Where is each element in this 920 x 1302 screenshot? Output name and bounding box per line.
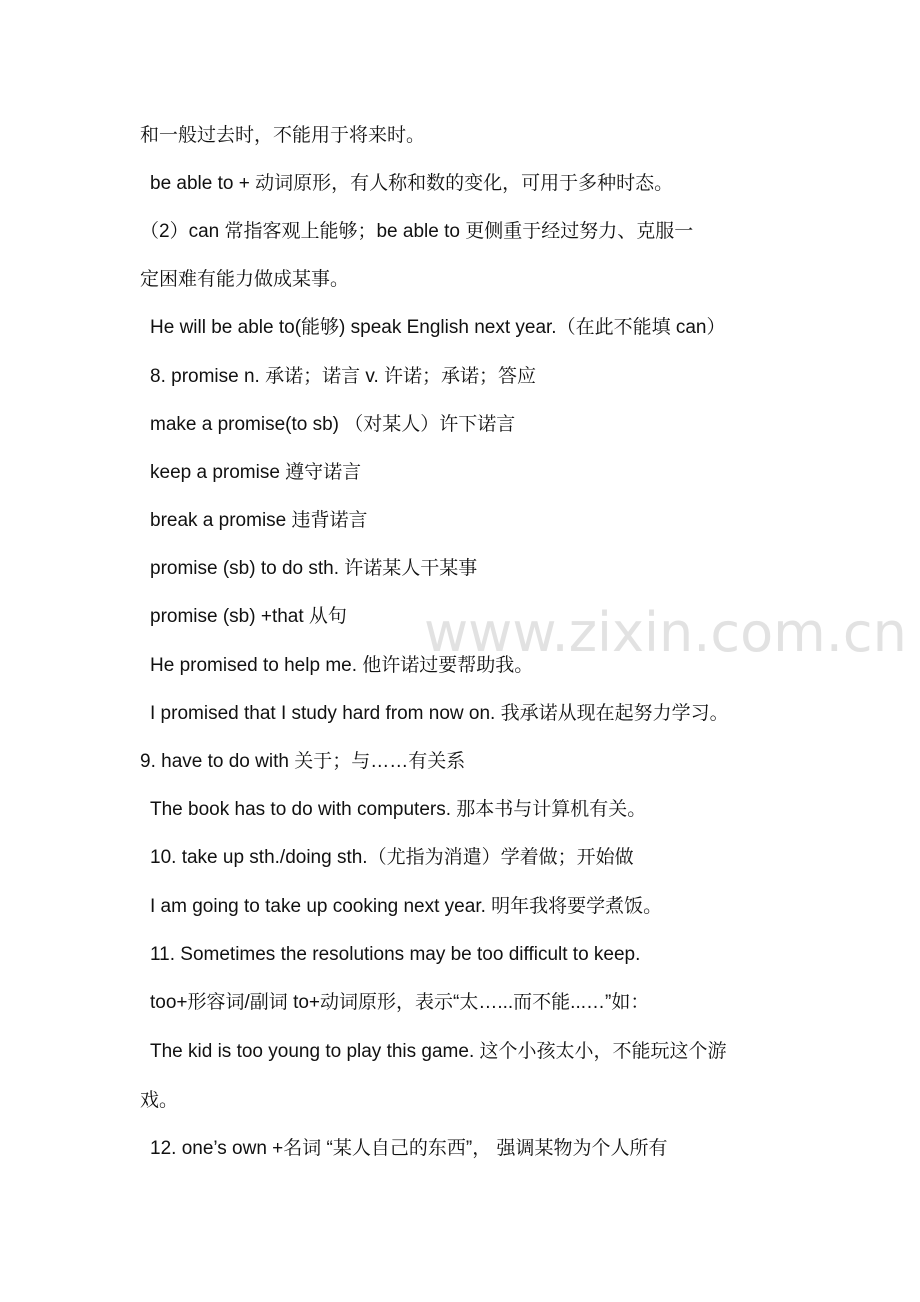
text-line: The book has to do with computers. 那本书与计算机有关。	[150, 799, 647, 820]
text-line: He promised to help me. 他许诺过要帮助我。	[150, 655, 534, 676]
text-line: （2）can 常指客观上能够；be able to 更侧重于经过努力、克服一	[140, 221, 694, 242]
text-line: promise (sb) to do sth. 许诺某人干某事	[150, 558, 478, 579]
text-line: 9. have to do with 关于；与……有关系	[140, 751, 466, 772]
text-line: too+形容词/副词 to+动词原形，表示“太…...而不能...…”如：	[150, 992, 650, 1013]
text-line: 戏。	[140, 1090, 179, 1111]
text-line: I promised that I study hard from now on. 我承诺从现在起努力学习。	[150, 703, 729, 724]
text-line: 10. take up sth./doing sth.（尤指为消遣）学着做；开始做	[150, 847, 634, 868]
text-line: break a promise 违背诺言	[150, 510, 368, 531]
text-line: make a promise(to sb) （对某人）许下诺言	[150, 414, 516, 435]
watermark: www.zixin.com.cn	[424, 601, 907, 664]
text-line: 12. one’s own +名词 “某人自己的东西”， 强调某物为个人所有	[150, 1138, 668, 1159]
text-line: 定困难有能力做成某事。	[140, 269, 350, 290]
text-line: promise (sb) +that 从句	[150, 606, 347, 627]
text-line: He will be able to(能够) speak English next year.（在此不能填 can）	[150, 317, 726, 338]
text-line: 8. promise n. 承诺；诺言 v. 许诺；承诺；答应	[150, 366, 537, 387]
text-line: 11. Sometimes the resolutions may be too difficult to keep.	[150, 944, 641, 965]
text-line: keep a promise 遵守诺言	[150, 462, 362, 483]
text-line: The kid is too young to play this game. 这个小孩太小，不能玩这个游	[150, 1041, 727, 1062]
text-line: 和一般过去时，不能用于将来时。	[140, 125, 426, 146]
text-line: I am going to take up cooking next year. 明年我将要学煮饭。	[150, 896, 663, 917]
text-line: be able to + 动词原形，有人称和数的变化，可用于多种时态。	[150, 173, 674, 194]
